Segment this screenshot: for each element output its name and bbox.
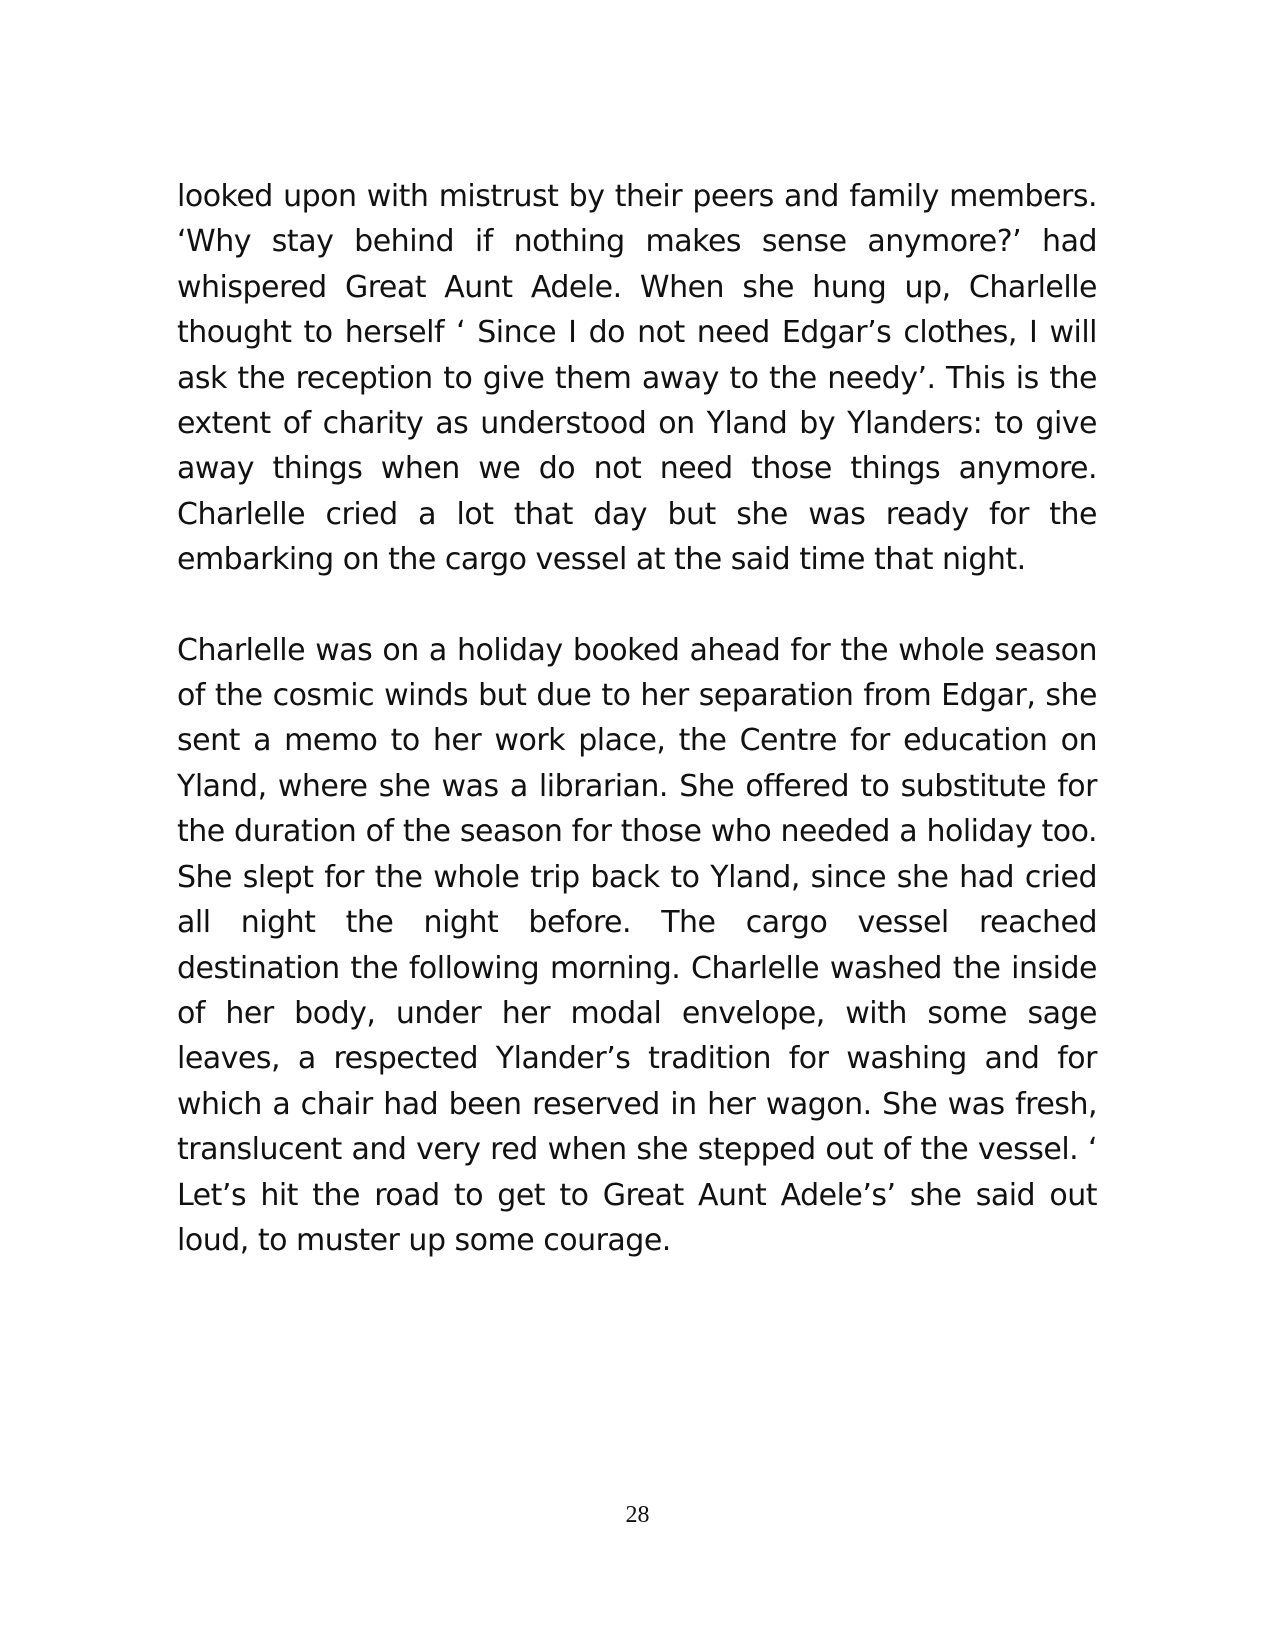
paragraph-1: looked upon with mistrust by their peers and family members. ‘Why stay behind if nothing makes sense anymore?’ had whispered Great Aunt Adele. When she hung up, Charlelle thought to herself ‘ Since I do not need Edgar’s clothes, I will ask the reception to give them away to the needy’. This is the extent of charity as understood on Yland by Ylanders: to give away things when we do not need those things anymore. Charlelle cried a lot that day but she was ready for the embarking on the cargo vessel at the said time that night. bbox=[177, 179, 1097, 578]
paragraph-2: Charlelle was on a holiday booked ahead for the whole season of the cosmic winds but due to her separation from Edgar, she sent a memo to her work place, the Centre for education on Yland, where she was a librarian. She offered to substitute for the duration of the season for those who needed a holiday too. She slept for the whole trip back to Yland, since she had cried all night the night before. The cargo vessel reached destination the following morning. Charlelle washed the inside of her body, under her modal envelope, with some sage leaves, a respected Ylander’s tradition for washing and for which a chair had been reserved in her wagon. She was fresh, translucent and very red when she stepped out of the vessel. ‘ Let’s hit the road to get to Great Aunt Adele’s’ she said out loud, to muster up some courage. bbox=[177, 632, 1097, 1258]
body-text bbox=[177, 174, 1097, 1308]
page-number: 28 bbox=[625, 1502, 650, 1528]
